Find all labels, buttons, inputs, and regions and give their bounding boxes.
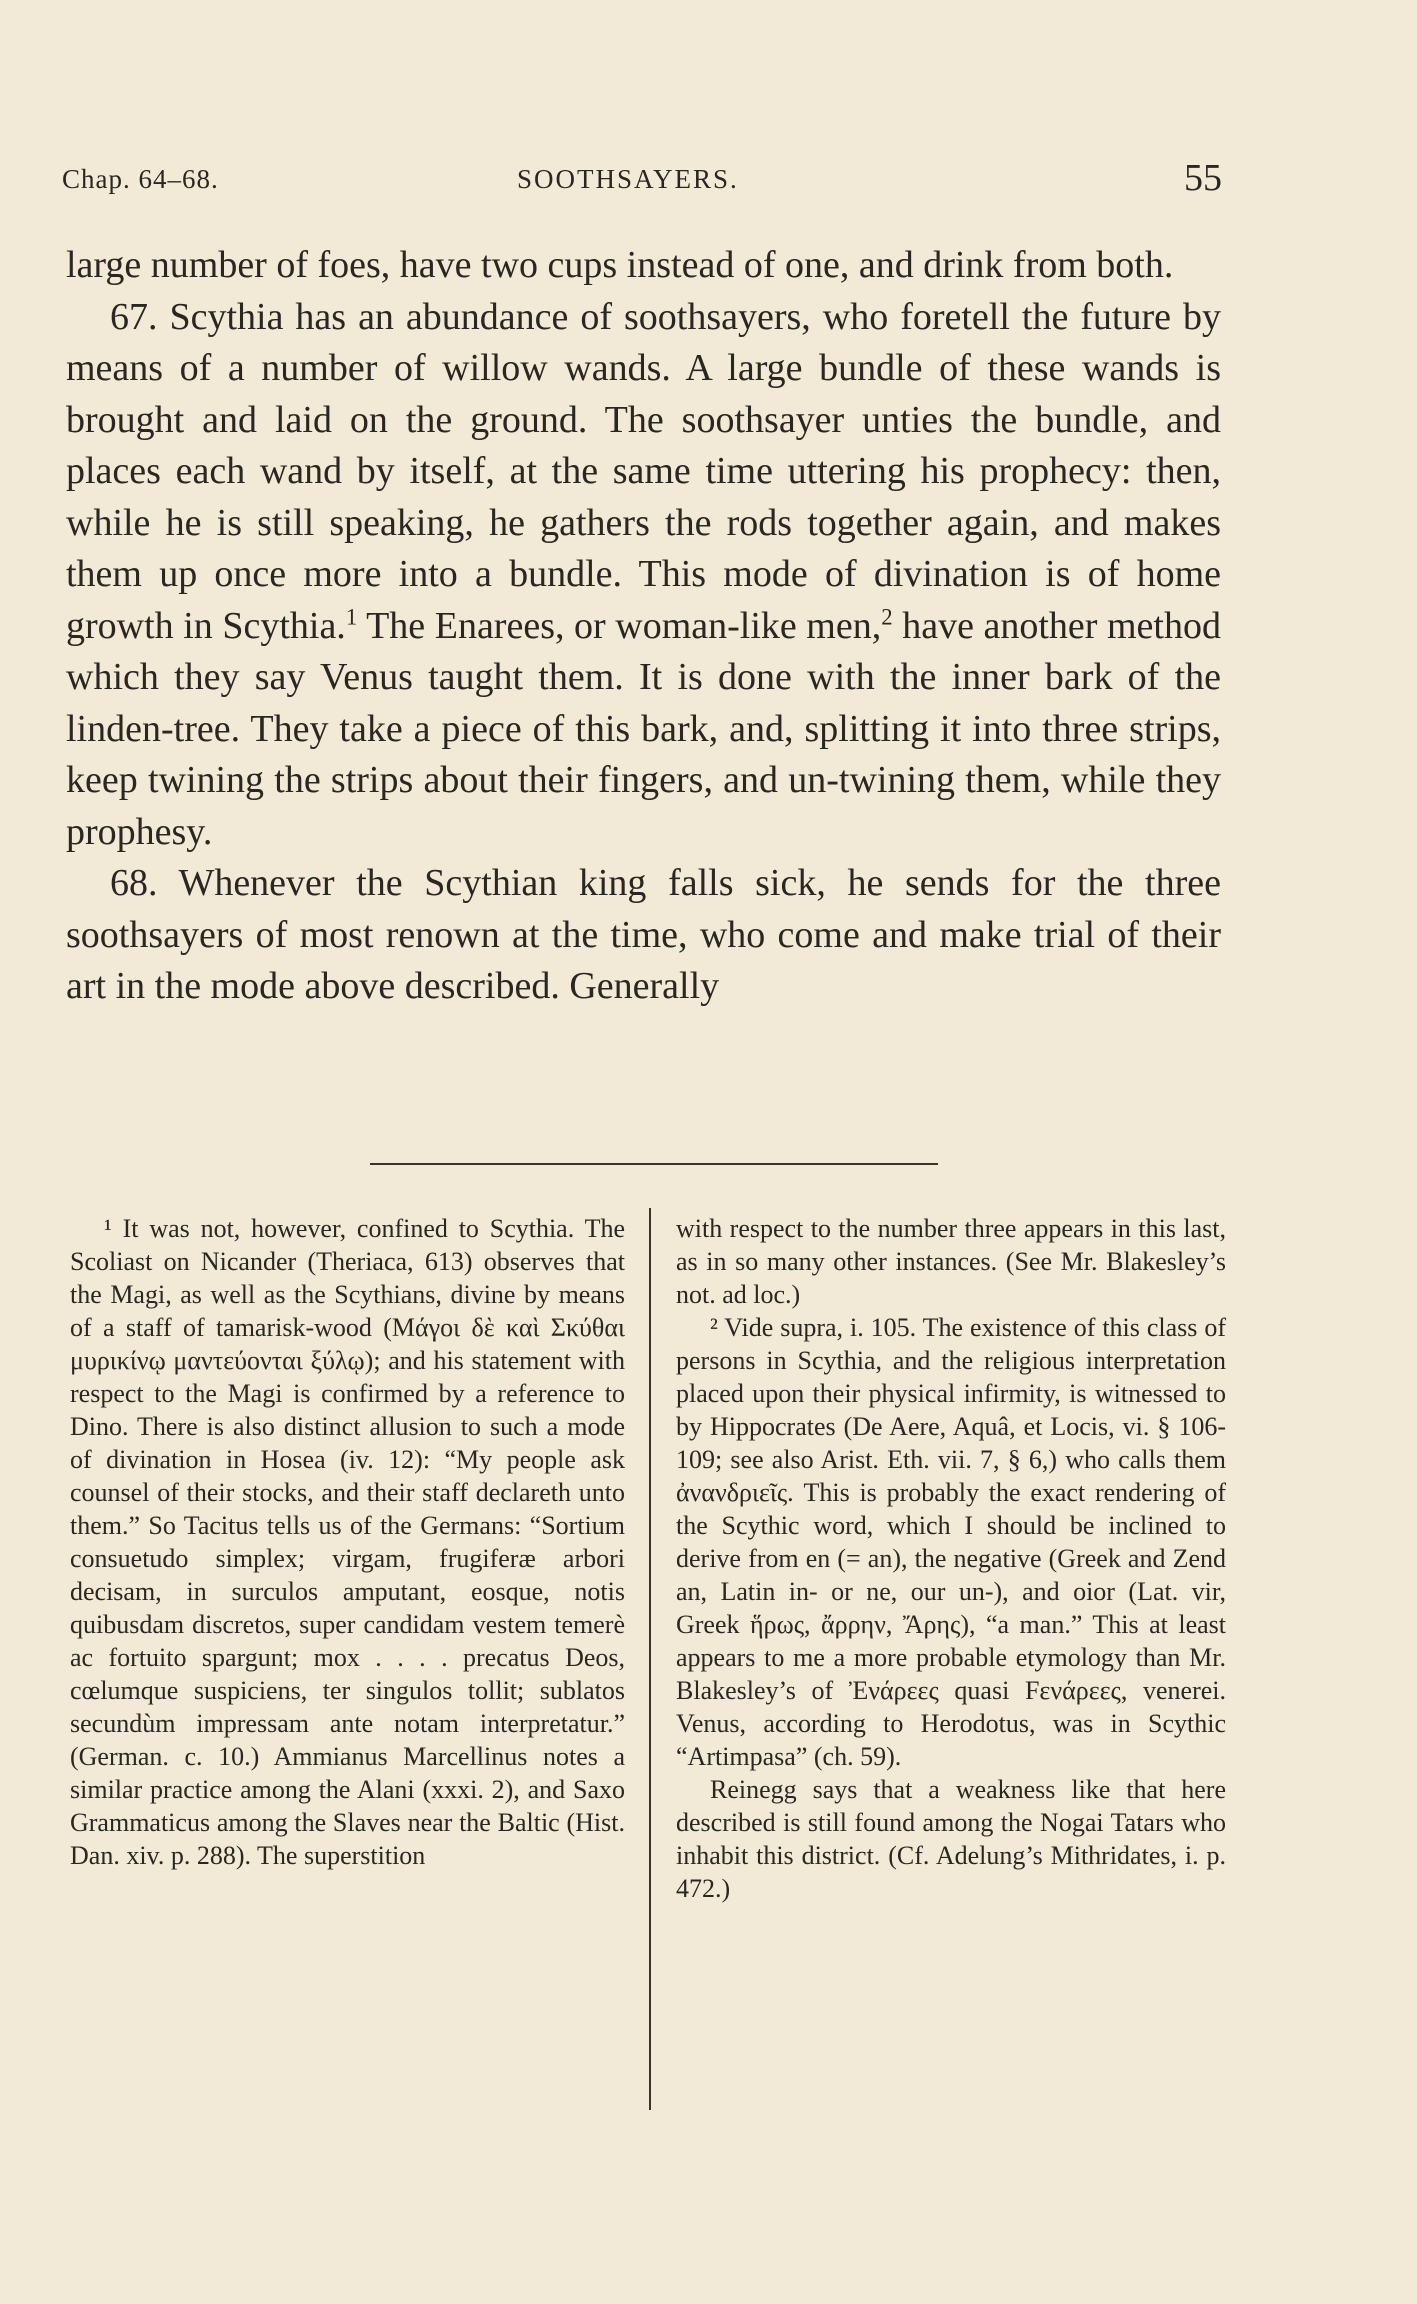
footnote-column-left	[70, 1212, 625, 1872]
paragraph-67-part-2: The Enarees, or woman-like men,	[357, 604, 882, 647]
chapter-reference: Chap. 64–68.	[62, 164, 219, 194]
paragraph-67	[66, 292, 1221, 859]
paragraph-67-part-1: 67. Scythia has an abundance of soothsayers, who foretell the future by means of a number of willow wands. A large bundle of these wands is brought and laid on the ground. The soothsayer unties the bundle, and places each wand by itself, at the same time uttering his prophecy: then, while he is still speaking, he gathers the rods together again, and makes them up once more into a bundle. This mode of divination is of home growth in Scythia.	[66, 295, 1221, 647]
running-title: SOOTHSAYERS.	[517, 164, 739, 194]
footnote-ref-2: 2	[881, 603, 893, 629]
paragraph-continuation: large number of foes, have two cups instead of one, and drink from both.	[66, 244, 1174, 286]
page-number: 55	[1184, 157, 1222, 199]
footnote-1: ¹ It was not, however, confined to Scythia. The Scoliast on Nicander (Theriaca, 613) observes that the Magi, as well as the Scythians, divine by means of a staff of tamarisk-wood (Μάγοι δὲ καὶ Σκύθαι μυρικίνῳ μαντεύονται ξύλῳ); and his statement with respect to the Magi is confirmed by a reference to Dino. There is also distinct allusion to such a mode of divination in Hosea (iv. 12): “My people ask counsel of their stocks, and their staff declareth unto them.” So Tacitus tells us of the Germans: “Sortium consuetudo simplex; virgam, frugiferæ arbori decisam, in surculos amputant, eosque, notis quibusdam discretos, super candidam vestem temerè ac fortuito spargunt; mox . . . . precatus Deos, cœlumque suspiciens, ter singulos tollit; sublatos secundùm impressam ante notam interpretatur.” (German. c. 10.) Ammianus Marcellinus notes a similar practice among the Alani (xxxi. 2), and Saxo Grammaticus among the Slaves near the Baltic (Hist. Dan. xiv. p. 288). The superstition	[70, 1214, 625, 1870]
footnote-2-continuation: Reinegg says that a weakness like that here described is still found among the Nogai Tatars who inhabit this district. (Cf. Adelung’s Mithridates, i. p. 472.)	[676, 1775, 1226, 1903]
footnote-ref-1: 1	[345, 603, 358, 629]
footnote-2: ² Vide supra, i. 105. The existence of this class of persons in Scythia, and the religious interpretation placed upon their physical infirmity, is witnessed to by Hippocrates (De Aere, Aquâ, et Locis, vi. § 106-109; see also Arist. Eth. vii. 7, § 6,) who calls them ἀνανδριεῖς. This is probably the exact rendering of the Scythic word, which I should be inclined to derive from en (= an), the negative (Greek and Zend an, Latin in- or ne, our un-), and oior (Lat. vir, Greek ἥρως, ἄρρην, Ἄρης), “a man.” This at least appears to me a more probable etymology than Mr. Blakesley’s of Ἐνάρεες quasi Fενάρεες, venerei. Venus, according to Herodotus, was in Scythic “Artimpasa” (ch. 59).	[676, 1313, 1226, 1771]
running-header	[62, 156, 1222, 206]
footnote-column-right	[676, 1212, 1226, 1905]
footnote-1-continuation: with respect to the number three appears in this last, as in so many other instances. (See Mr. Blakesley’s not. ad loc.)	[676, 1214, 1226, 1309]
footnote-divider	[370, 1163, 938, 1165]
footnote-column-rule	[649, 1208, 651, 2110]
main-text	[66, 240, 1221, 1013]
paragraph-68: 68. Whenever the Scythian king falls sick, he sends for the three soothsayers of most renown at the time, who come and make trial of their art in the mode above described. Generally	[66, 862, 1221, 1007]
paragraph-67-part-3: have another method which they say Venus taught them. It is done with the inner bark of the linden-tree. They take a piece of this bark, and, splitting it into three strips, keep twining the strips about their fingers, and un-twining them, while they prophesy.	[66, 604, 1221, 853]
